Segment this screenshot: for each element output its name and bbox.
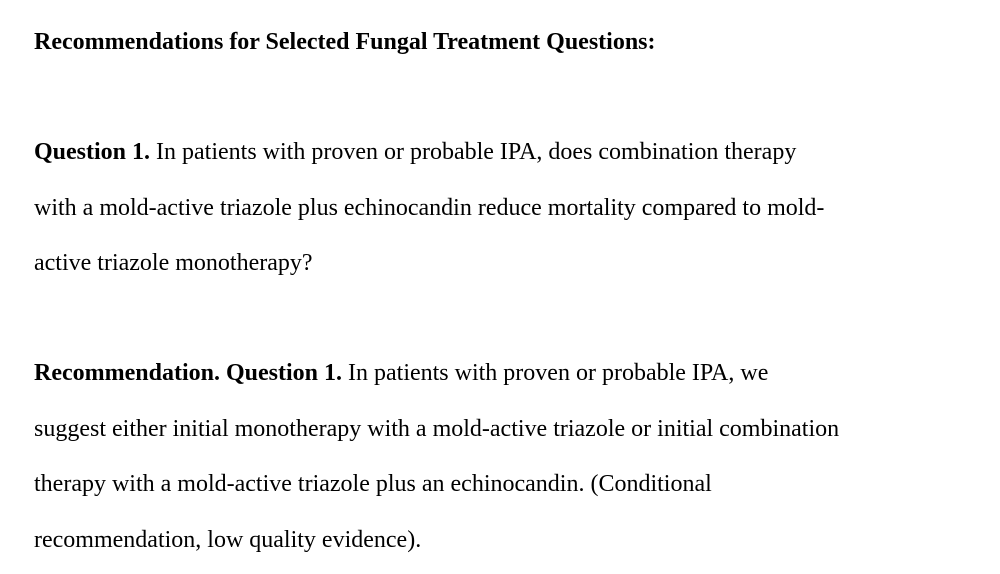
question-line-1 — [34, 125, 824, 181]
recommendation-line-4: recommendation, low quality evidence). — [34, 526, 422, 553]
recommendation-paragraph — [34, 346, 839, 568]
recommendation-line-2: suggest either initial monotherapy with a mold-active triazole or initial combination — [34, 415, 840, 442]
section-heading: Recommendations for Selected Fungal Treatment Questions: — [34, 29, 656, 55]
recommendation-line-3: therapy with a mold-active triazole plus an echinocandin. (Conditional — [34, 471, 712, 497]
question-line-3: active triazole monotherapy? — [34, 250, 313, 276]
question-text-1: In patients with proven or probable IPA, does combination therapy — [150, 139, 797, 165]
recommendation-text-1: In patients with proven or probable IPA, we — [342, 360, 769, 386]
recommendation-line-1 — [34, 346, 839, 402]
question-line-2: with a mold-active triazole plus echinocandin reduce mortality compared to mold- — [34, 194, 825, 221]
question-label: Question 1. — [34, 139, 151, 165]
question-paragraph — [34, 125, 824, 292]
recommendation-label: Recommendation. Question 1. — [34, 360, 342, 386]
